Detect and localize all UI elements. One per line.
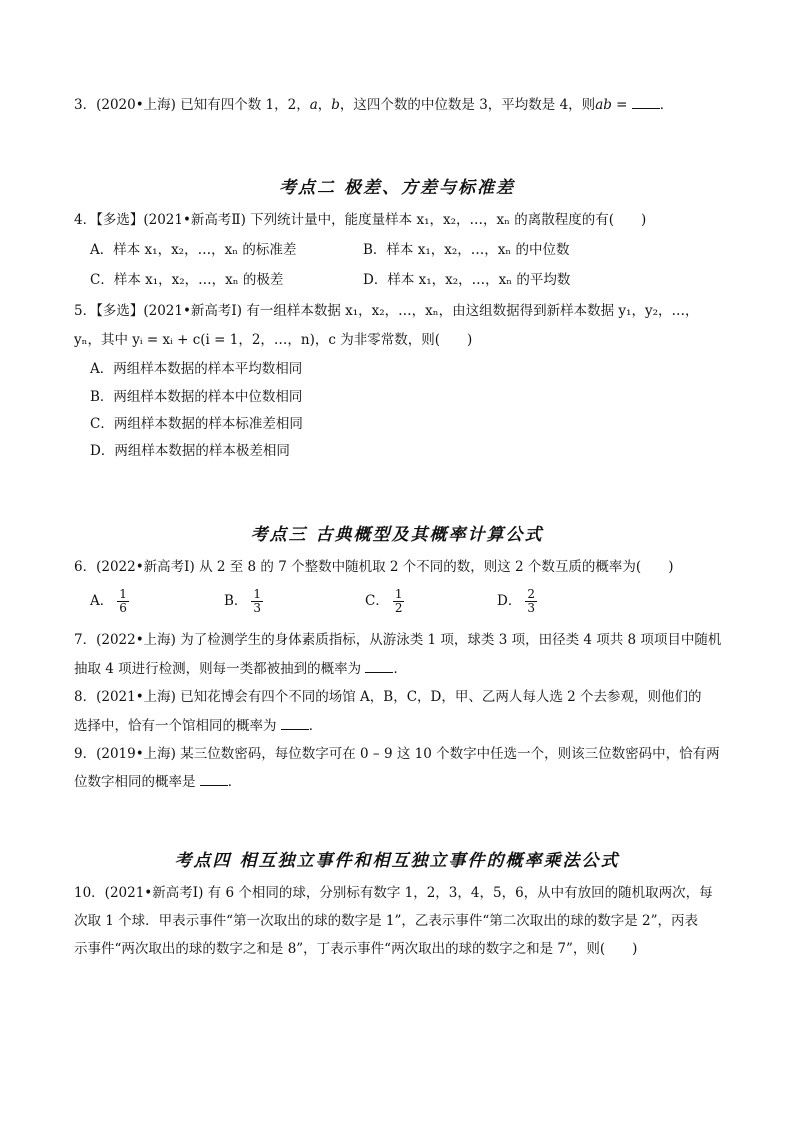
option-label: C． <box>365 593 389 609</box>
option-label: B． <box>224 593 248 609</box>
q3-text: 3．(2020•上海) 已知有四个数 1，2， <box>74 97 310 113</box>
question-3 <box>74 96 673 114</box>
numerator: 1 <box>253 587 262 601</box>
answer-blank <box>365 660 393 673</box>
question-10-line2: 次取 1 个球．甲表示事件“第一次取出的球的数字是 1”，乙表示事件“第二次取出的球的数字是 2”，丙表 <box>74 913 699 929</box>
denominator: 6 <box>119 601 127 615</box>
question-7-line2 <box>74 660 407 678</box>
denominator: 3 <box>253 601 262 615</box>
denominator: 3 <box>527 601 535 615</box>
answer-blank <box>200 773 228 786</box>
question-6-option-d <box>497 588 537 615</box>
q3-end: ． <box>659 97 674 113</box>
answer-blank <box>632 96 660 109</box>
question-4-option-b: B．样本 x₁，x₂，…，xₙ 的中位数 <box>363 242 570 258</box>
question-4-option-c: C．样本 x₁，x₂，…，xₙ 的极差 <box>90 272 284 288</box>
question-5-option-b: B．两组样本数据的样本中位数相同 <box>90 389 303 405</box>
numerator: 1 <box>394 587 403 601</box>
q3-sep: ， <box>317 97 332 113</box>
section-heading-2: 考点二 极差、方差与标准差 <box>279 178 515 198</box>
numerator: 2 <box>527 587 535 601</box>
question-4-option-a: A．样本 x₁，x₂，…，xₙ 的标准差 <box>90 242 297 258</box>
question-8-line1: 8．(2021•上海) 已知花博会有四个不同的场馆 A，B，C，D，甲、乙两人每人选 2 个去参观，则他们的 <box>74 689 702 705</box>
option-label: D． <box>497 593 522 609</box>
question-9-line1: 9．(2019•上海) 某三位数密码，每位数字可在 0 – 9 这 10 个数字中任选一个，则该三位数密码中，恰有两 <box>74 746 720 762</box>
question-5-option-c: C．两组样本数据的样本标准差相同 <box>90 416 303 432</box>
question-7-line1: 7．(2022•上海) 为了检测学生的身体素质指标，从游泳类 1 项，球类 3 项，田径类 4 项共 8 项项目中随机 <box>74 632 722 648</box>
section-heading-3: 考点三 古典概型及其概率计算公式 <box>250 525 544 545</box>
question-4-stem: 4．【多选】(2021•新高考Ⅱ) 下列统计量中，能度量样本 x₁，x₂，…，xₙ 的离散程度的有( ) <box>74 212 647 228</box>
q3-text-2: ，这四个数的中位数是 3，平均数是 4，则 <box>339 97 596 113</box>
q7-end: ． <box>393 661 407 677</box>
question-6-option-a <box>90 588 129 615</box>
answer-blank <box>281 717 309 730</box>
question-10-line1: 10．(2021•新高考Ⅰ) 有 6 个相同的球，分别标有数字 1，2，3，4，5，6，从中有放回的随机取两次，每 <box>74 885 713 901</box>
question-8-line2 <box>74 717 322 735</box>
question-6-stem: 6．(2022•新高考Ⅰ) 从 2 至 8 的 7 个整数中随机取 2 个不同的数，则这 2 个数互质的概率为( ) <box>74 559 674 575</box>
question-5-option-d: D．两组样本数据的样本极差相同 <box>90 443 290 459</box>
q9-end: ． <box>227 774 242 790</box>
denominator: 2 <box>394 601 403 615</box>
fraction <box>251 588 263 615</box>
question-5-stem-line1: 5．【多选】(2021•新高考Ⅰ) 有一组样本数据 x₁，x₂，…，xₙ，由这组数据得到新样本数据 y₁，y₂，…， <box>74 303 699 319</box>
question-10-line3: 示事件“两次取出的球的数字之和是 8”，丁表示事件“两次取出的球的数字之和是 7”，则( ) <box>74 941 638 957</box>
option-label: A． <box>90 593 114 609</box>
q7-text: 抽取 4 项进行检测，则每一类都被抽到的概率为 <box>74 661 362 677</box>
fraction <box>117 588 129 615</box>
numerator: 1 <box>119 587 127 601</box>
q8-text: 选择中，恰有一个馆相同的概率为 <box>74 718 277 734</box>
fraction <box>525 588 537 615</box>
q9-text: 位数字相同的概率是 <box>74 774 196 790</box>
q3-equals: = <box>611 97 632 113</box>
question-4-option-d: D．样本 x₁，x₂，…，xₙ 的平均数 <box>363 272 571 288</box>
question-5-stem-line2: yₙ，其中 yᵢ = xᵢ + c(i = 1，2，…，n)，c 为非零常数，则( ) <box>74 332 473 348</box>
question-6-option-b <box>224 588 263 615</box>
question-6-option-c <box>365 588 404 615</box>
question-5-option-a: A．两组样本数据的样本平均数相同 <box>90 361 303 377</box>
fraction <box>393 588 405 615</box>
q3-var-ab: ab <box>595 97 612 113</box>
q3-var-a: a <box>309 97 318 113</box>
question-9-line2 <box>74 773 241 791</box>
q8-end: ． <box>308 718 323 734</box>
section-heading-4: 考点四 相互独立事件和相互独立事件的概率乘法公式 <box>174 851 620 871</box>
q3-var-b: b <box>331 97 340 113</box>
